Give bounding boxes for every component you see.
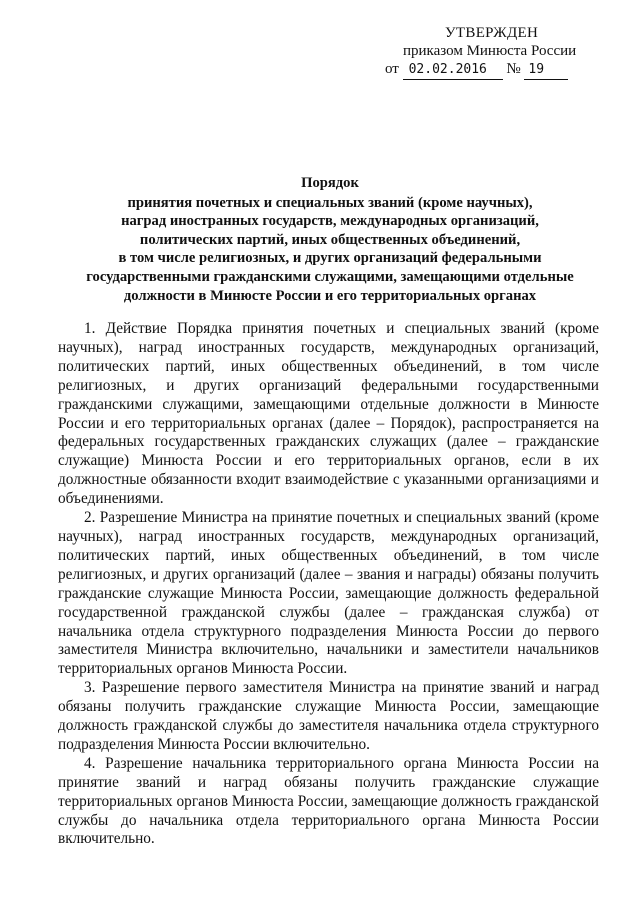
paragraph-1: 1. Действие Порядка принятия почетных и специальных званий (кроме научных), наград иностранных государств, международных организаций, политических партий, иных общественных объединений, в том числе религиозных, и других организаций федеральными государственными гражданскими служащими, замещающими отдельные должности в Минюсте России и его территориальных органах (далее – Порядок), распространяется на федеральных государственных гражданских служащих (далее – гражданские служащие) Минюста России и его территориальных органов, если в их должностные обязанности входит взаимодействие с указанными организациями и объединениями. xyxy=(58,320,599,508)
order-number: 19 xyxy=(524,61,568,80)
title-line: политических партий, иных общественных объединений, xyxy=(139,231,521,248)
order-reference: приказом Минюста России xyxy=(403,43,577,59)
order-date-line xyxy=(385,60,625,80)
title-line: принятия почетных и специальных званий (кроме научных), xyxy=(127,194,533,211)
title-line: государственными гражданскими служащими, замещающими отдельные xyxy=(86,268,574,285)
approval-stamp xyxy=(385,24,625,80)
title-line: наград иностранных государств, международных организаций, xyxy=(121,213,539,230)
paragraph-4: 4. Разрешение начальника территориального органа Минюста России на принятие званий и наград обязаны получить гражданские служащие территориальных органов Минюста России, замещающие должность гражданской службы до начальника отдела территориального органа Минюста России включительно. xyxy=(58,754,599,848)
title-line: должности в Минюсте России и его территориальных органах xyxy=(123,287,537,304)
date-prefix: от xyxy=(385,61,399,77)
approved-label: УТВЕРЖДЕН xyxy=(445,25,539,41)
title-heading: Порядок xyxy=(301,175,359,191)
paragraph-2: 2. Разрешение Министра на принятие почетных и специальных званий (кроме научных), наград иностранных государств, международных организаций, политических партий, иных общественных объединений, в том числе религиозных, и других организаций (далее – звания и награды) обязаны получить гражданские служащие Минюста России, замещающие должность федеральной государственной гражданской службы (далее – гражданская служба) от начальника отдела структурного подразделения Минюста России до первого заместителя Министра включительно, начальники и заместители начальников территориальных органов Минюста России. xyxy=(58,509,599,678)
paragraph-3: 3. Разрешение первого заместителя Министра на принятие званий и наград обязаны получить гражданские служащие Минюста России, замещающие должность гражданской службы до заместителя начальника отдела структурного подразделения Минюста России включительно. xyxy=(58,679,599,753)
title-line: в том числе религиозных, и других организаций федеральными xyxy=(118,250,542,267)
document-body xyxy=(58,320,599,849)
document-title xyxy=(70,174,590,305)
number-prefix: № xyxy=(506,61,521,77)
order-date: 02.02.2016 xyxy=(403,61,503,80)
